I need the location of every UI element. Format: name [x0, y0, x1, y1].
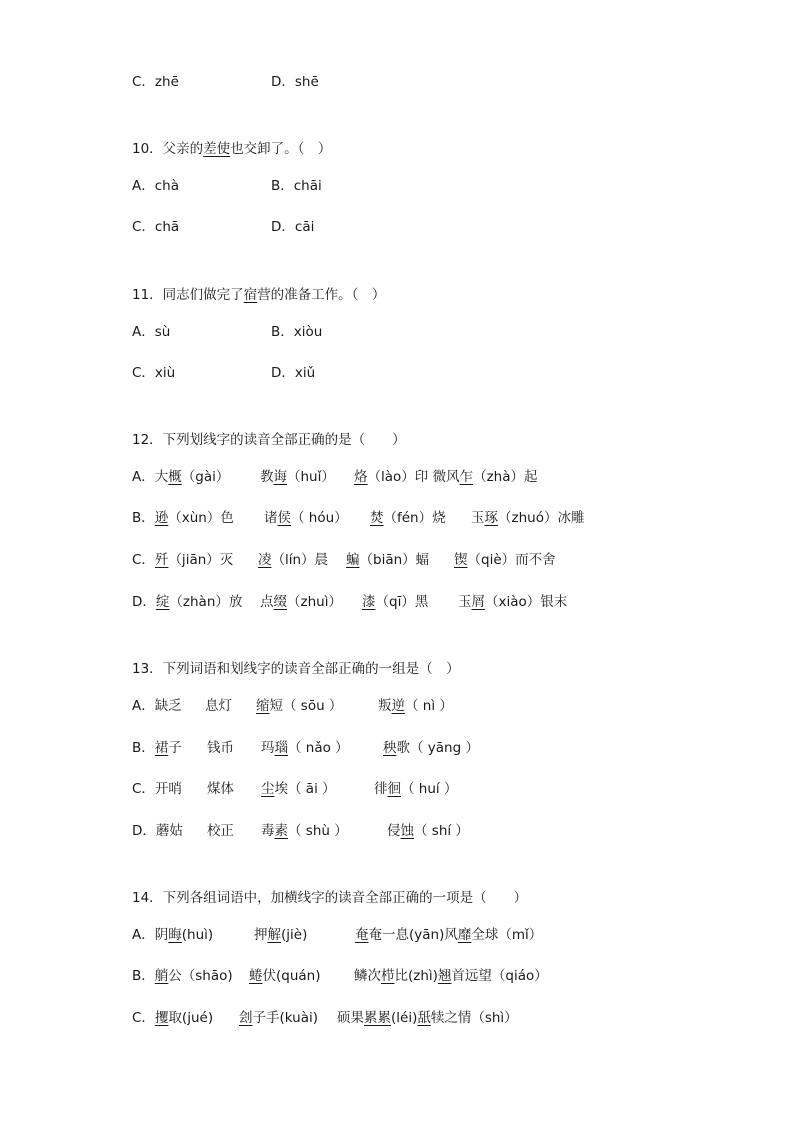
question-11-options-row-2 — [132, 363, 692, 383]
option-c[interactable]: C．chā — [132, 219, 180, 235]
question-13-option-c[interactable]: C．开哨 煤体 尘埃（ āi ） 徘徊（ huí ） — [132, 781, 458, 797]
option-b[interactable]: B．chāi — [271, 178, 322, 194]
underlined-word: 宿 — [243, 287, 258, 303]
question-14-option-a[interactable]: A．阴晦(huì) 押解(jiè) 奄奄一息(yān)风靡全球（mǐ） — [132, 927, 543, 943]
option-d[interactable]: D．cāi — [271, 219, 315, 235]
question-10-options-row-1 — [132, 176, 692, 196]
question-13-stem: 13．下列词语和划线字的读音全部正确的一组是（ ） — [132, 661, 460, 677]
question-14-stem: 14．下列各组词语中，加横线字的读音全部正确的一项是（ ） — [132, 890, 528, 906]
stem-text: 10．父亲的 — [132, 141, 204, 157]
option-a[interactable]: A．chà — [132, 178, 179, 194]
question-11-stem — [132, 285, 692, 305]
question-13-option-d[interactable]: D．蘑姑 校正 毒素（ shù ） 侵蚀（ shí ） — [132, 823, 469, 839]
question-12-stem: 12．下列划线字的读音全部正确的是（ ） — [132, 432, 406, 448]
underlined-word: 差使 — [203, 141, 231, 157]
question-12-option-d[interactable]: D．绽（zhàn）放 点缀（zhuì） 漆（qī）黑 玉屑（xiào）银末 — [132, 594, 568, 610]
option-a[interactable]: A．sù — [132, 324, 171, 340]
stem-text: 11．同志们做完了 — [132, 287, 244, 303]
question-12-option-c[interactable]: C．歼（jiān）灭 凌（lín）晨 蝙（biān）蝠 锲（qiè）而不舍 — [132, 552, 556, 568]
question-11-options-row-1 — [132, 322, 692, 342]
stem-text: 也交卸了。（ ） — [230, 141, 332, 157]
stem-text: 营的准备工作。（ ） — [257, 287, 386, 303]
option-c[interactable]: C．xiù — [132, 365, 176, 381]
question-12-option-b[interactable]: B．逊（xùn）色 诸侯（ hóu） 焚（fén）烧 玉琢（zhuó）冰雕 — [132, 510, 585, 526]
question-10-options-row-2 — [132, 217, 692, 237]
option-d[interactable]: D．shē — [271, 74, 319, 90]
question-10-stem — [132, 139, 692, 159]
option-b[interactable]: B．xiòu — [271, 324, 323, 340]
question-13-option-b[interactable]: B．裙子 钱币 玛瑙（ nǎo ） 秧歌（ yāng ） — [132, 740, 479, 756]
question-14-option-b[interactable]: B．艄公（shāo) 蜷伏(quán) 鳞次栉比(zhì)翘首远望（qiáo） — [132, 968, 548, 984]
question-14-option-c[interactable]: C．攫取(jué) 刽子手(kuài) 硕果累累(léi)舐犊之情（shì） — [132, 1010, 518, 1026]
option-c[interactable]: C．zhē — [132, 74, 179, 90]
question-12-option-a[interactable]: A．大概（gài） 教诲（huǐ） 烙（lào）印 微风乍（zhà）起 — [132, 469, 538, 485]
option-d[interactable]: D．xiǔ — [271, 365, 316, 381]
question-9-options-row — [132, 72, 692, 92]
question-13-option-a[interactable]: A．缺乏 息灯 缩短（ sōu ） 叛逆（ nì ） — [132, 698, 453, 714]
